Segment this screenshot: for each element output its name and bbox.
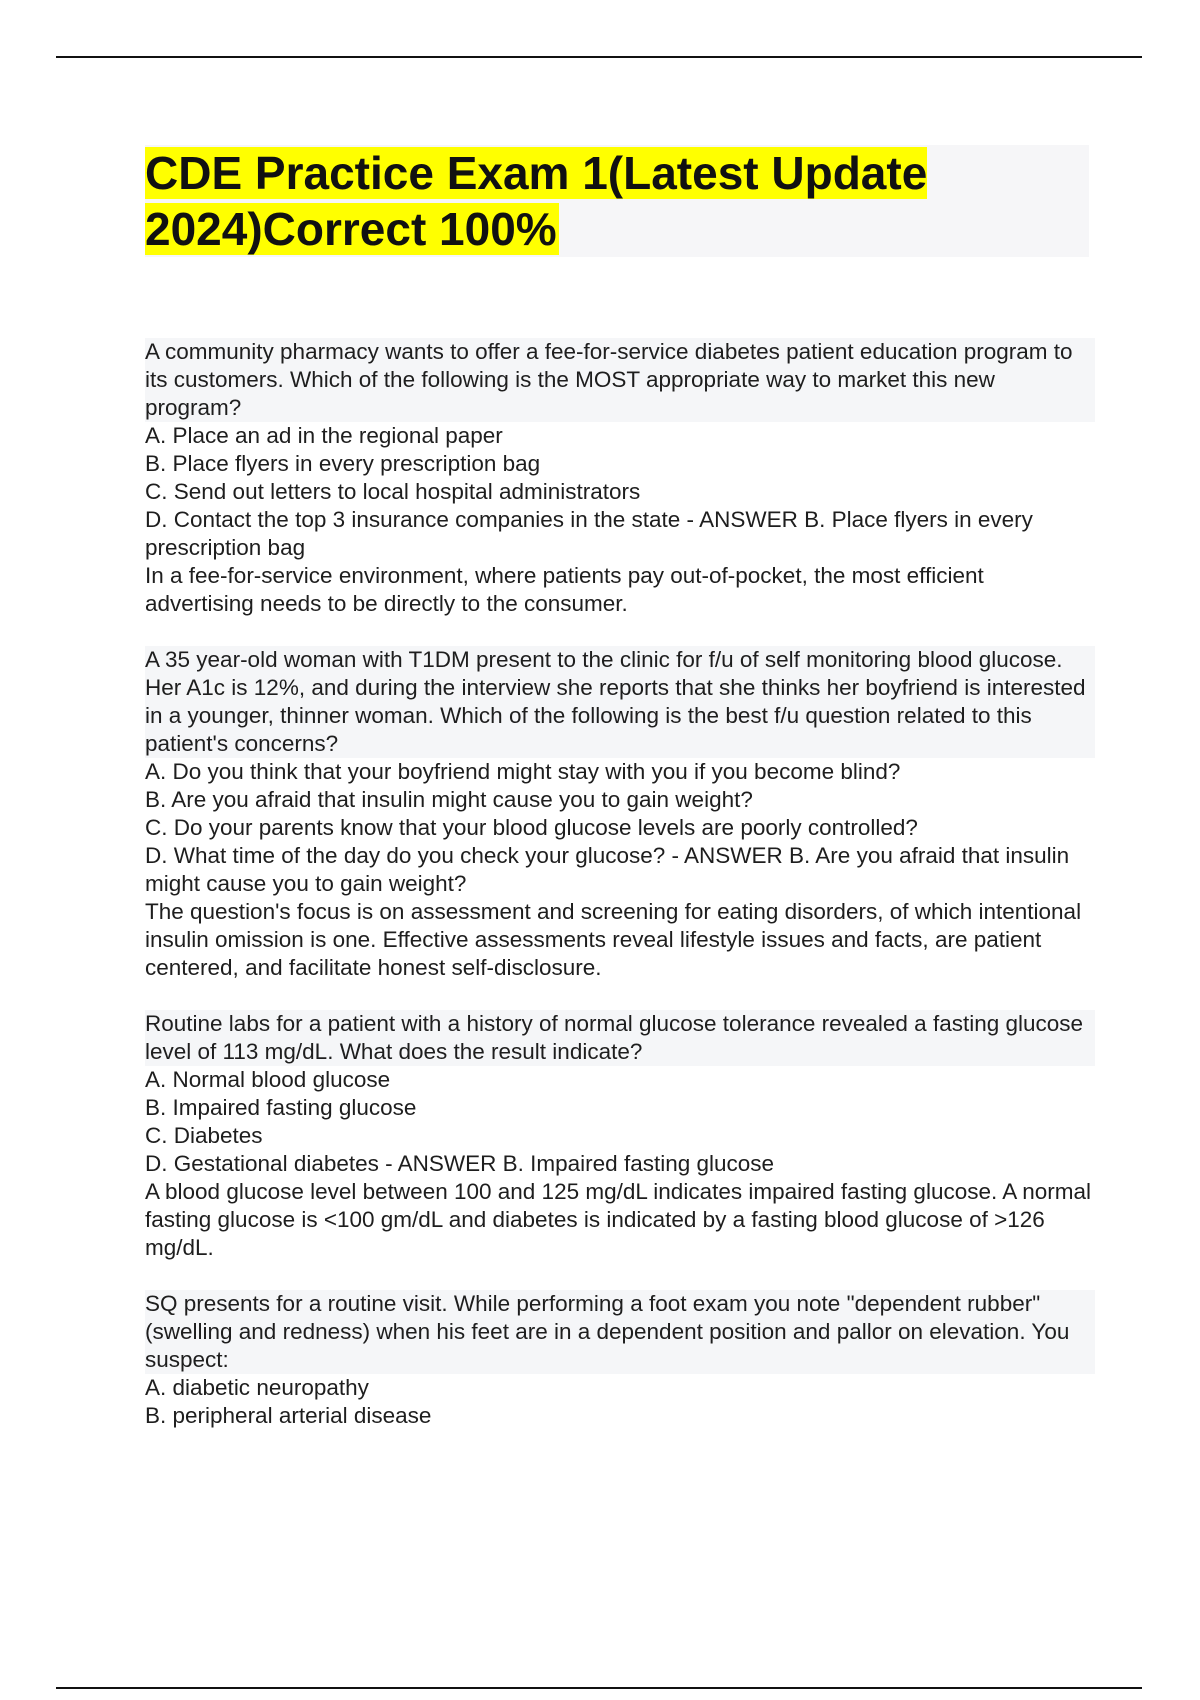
answer-option: C. Do your parents know that your blood glucose levels are poorly controlled? [145, 815, 918, 840]
question-stem: SQ presents for a routine visit. While performing a foot exam you note "dependent rubber" (swelling and redness) when his feet are in a dependent position and pallor on elevation. You suspect: [145, 1290, 1095, 1374]
document-body [145, 338, 1098, 1458]
question-stem: A 35 year-old woman with T1DM present to the clinic for f/u of self monitoring blood glucose. Her A1c is 12%, and during the interview she reports that she thinks her boyfriend is interested in a younger, thinner woman. Which of the following is the best f/u question related to this patient's concerns? [145, 646, 1095, 758]
document-title [145, 145, 1089, 257]
answer-option-with-answer: D. Contact the top 3 insurance companies in the state - ANSWER B. Place flyers in every prescription bag [145, 507, 1040, 560]
answer-option: A. Normal blood glucose [145, 1067, 391, 1092]
footer-rule [56, 1687, 1142, 1689]
answer-rationale: In a fee-for-service environment, where patients pay out-of-pocket, the most efficient advertising needs to be directly to the consumer. [145, 563, 991, 616]
answer-option: C. Diabetes [145, 1123, 263, 1148]
question-stem: A community pharmacy wants to offer a fee-for-service diabetes patient education program to its customers. Which of the following is the MOST appropriate way to market this new program? [145, 338, 1095, 422]
answer-option: B. Impaired fasting glucose [145, 1095, 417, 1120]
answer-option: B. peripheral arterial disease [145, 1403, 432, 1428]
header-rule [56, 56, 1142, 58]
title-highlight: CDE Practice Exam 1(Latest Update 2024)Correct 100% [145, 147, 928, 255]
question-block [145, 646, 1095, 982]
answer-option-with-answer: D. Gestational diabetes - ANSWER B. Impaired fasting glucose [145, 1151, 775, 1176]
question-block [145, 1290, 1095, 1430]
answer-option: B. Are you afraid that insulin might cause you to gain weight? [145, 787, 753, 812]
answer-option: A. Do you think that your boyfriend might stay with you if you become blind? [145, 759, 901, 784]
question-stem: Routine labs for a patient with a history of normal glucose tolerance revealed a fasting glucose level of 113 mg/dL. What does the result indicate? [145, 1010, 1095, 1066]
answer-option: A. diabetic neuropathy [145, 1375, 369, 1400]
question-block [145, 338, 1095, 618]
question-block [145, 1010, 1098, 1262]
answer-option: B. Place flyers in every prescription bag [145, 451, 541, 476]
answer-rationale: A blood glucose level between 100 and 125 mg/dL indicates impaired fasting glucose. A normal fasting glucose is <100 gm/dL and diabetes is indicated by a fasting blood glucose of >126 mg/dL. [145, 1179, 1098, 1260]
title-block [145, 145, 1089, 257]
answer-rationale: The question's focus is on assessment and screening for eating disorders, of which intentional insulin omission is one. Effective assessments reveal lifestyle issues and facts, are patient centered, and facilitate honest self-disclosure. [145, 899, 1088, 980]
answer-option-with-answer: D. What time of the day do you check your glucose? - ANSWER B. Are you afraid that insulin might cause you to gain weight? [145, 843, 1076, 896]
answer-option: A. Place an ad in the regional paper [145, 423, 503, 448]
answer-option: C. Send out letters to local hospital administrators [145, 479, 641, 504]
